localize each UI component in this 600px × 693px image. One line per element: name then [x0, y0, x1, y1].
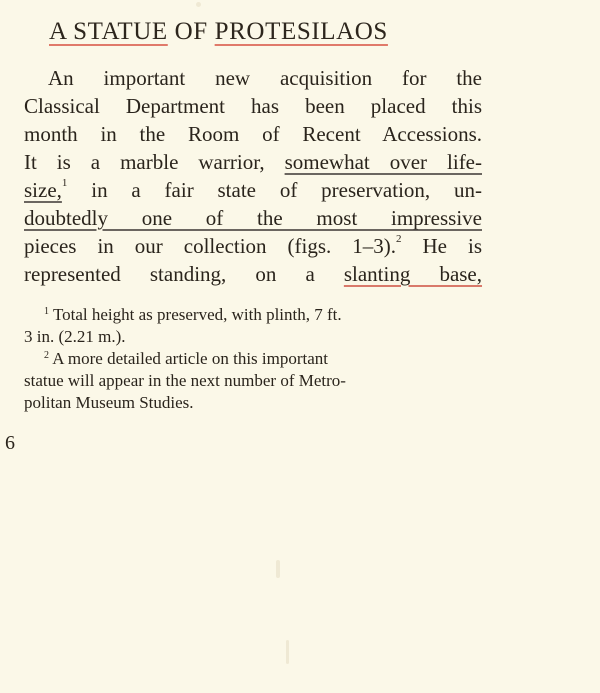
footnote-2-text-a: A more detailed article on this important	[49, 349, 329, 368]
underlined-slanting-base: slanting base,	[343, 262, 483, 286]
underlined-doubtedly: doubtedly	[24, 206, 108, 230]
footnote-2-marker: 2	[44, 350, 49, 361]
underlined-life-size: somewhat over life-	[284, 150, 482, 174]
title-part-statue: A STATUE	[49, 18, 168, 45]
body-line-6	[24, 204, 482, 232]
body-line-1: An important new acquisition for the	[48, 66, 482, 90]
paper-blemish	[196, 2, 201, 7]
body-line-3: month in the Room of Recent Accessions.	[24, 122, 482, 146]
body-line-4-text: It is a marble warrior,	[24, 150, 285, 174]
body-line-5-text: in a fair state of preservation, un-	[67, 178, 482, 202]
footnote-1-line-2: 3 in. (2.21 m.).	[24, 327, 126, 346]
footnote-2-line-2: statue will appear in the next number of Metro-	[24, 371, 346, 390]
footnote-ref-1: 1	[61, 177, 68, 189]
footnotes	[24, 304, 480, 414]
page-number: 6	[5, 432, 15, 454]
body-line-2: Classical Department has been placed this	[24, 94, 482, 118]
footnote-1-text-a: Total height as preserved, with plinth, 7 ft.	[49, 305, 342, 324]
footnote-1-line-1	[24, 304, 480, 326]
underlined-most-impressive: one of the most impressive	[108, 206, 482, 230]
paper-blemish	[276, 560, 280, 578]
body-line-7-text: pieces in our collection (figs. 1–3).	[24, 234, 397, 258]
underlined-size: size,	[24, 178, 62, 202]
article-body	[24, 64, 482, 288]
footnote-ref-2: 2	[396, 233, 402, 245]
body-line-7-tail: He is	[401, 234, 482, 258]
footnote-2-line-3: politan Museum Studies.	[24, 393, 194, 412]
paper-blemish	[286, 640, 289, 664]
article-title	[49, 18, 388, 46]
body-line-8-text: represented standing, on a	[24, 262, 344, 286]
body-line-7	[24, 232, 482, 260]
footnote-2-line-1	[24, 348, 480, 370]
title-part-protesilaos: PROTESILAOS	[214, 18, 388, 45]
body-line-4	[24, 148, 482, 176]
body-line-8	[24, 260, 482, 288]
body-line-5	[24, 176, 482, 204]
footnote-1-marker: 1	[44, 306, 49, 317]
title-part-of: OF	[167, 18, 215, 45]
